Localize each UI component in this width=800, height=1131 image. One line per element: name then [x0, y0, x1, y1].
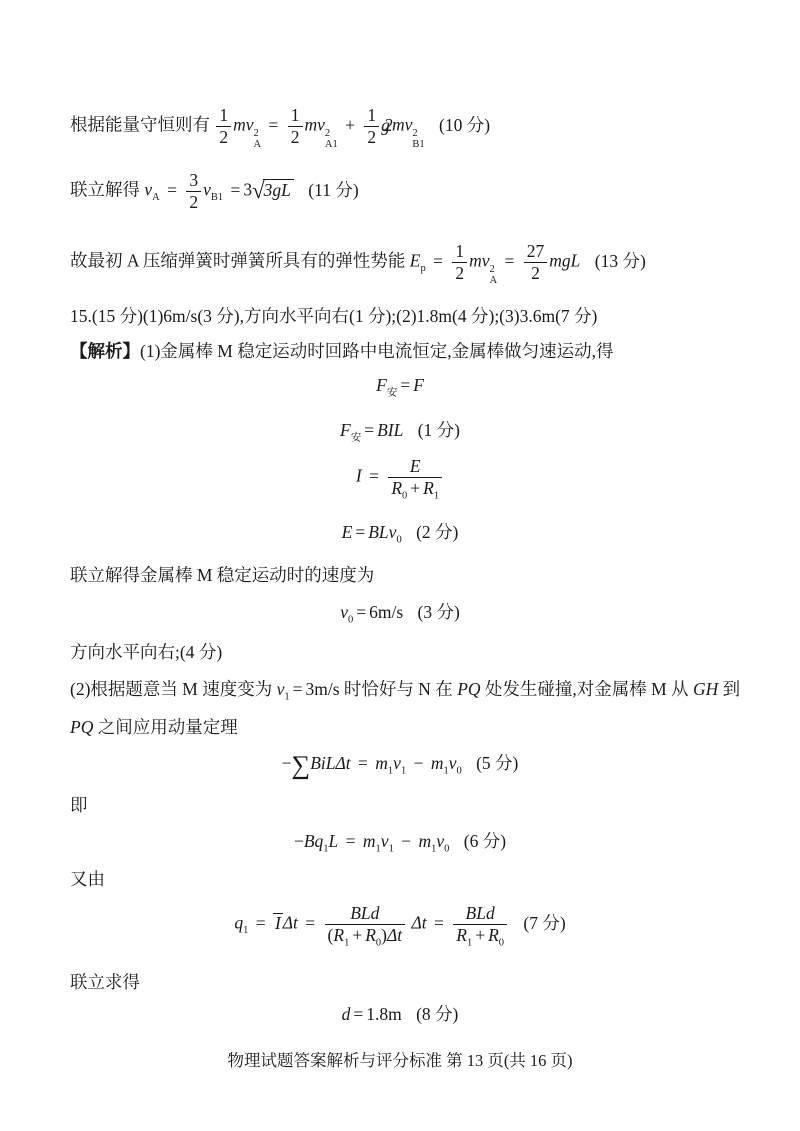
subscript: 0	[402, 490, 408, 502]
math-var: Δt	[282, 912, 298, 933]
plus-sign: +	[410, 478, 421, 498]
score-label: (13 分)	[594, 250, 646, 271]
mean-current-overline: I	[274, 912, 281, 933]
word-youyou	[70, 869, 105, 891]
subscript: 1	[433, 490, 440, 502]
denominator: 2	[219, 127, 229, 147]
fraction	[452, 241, 467, 284]
math-var: d	[341, 1004, 351, 1024]
math-var: Δt	[386, 925, 403, 945]
math-var: GH	[692, 679, 719, 699]
equals-sign: =	[358, 753, 368, 773]
sup-sub	[490, 264, 498, 286]
text-run: 时恰好与 N 在	[343, 679, 453, 699]
formula-v0	[0, 602, 800, 624]
subscript: 0	[347, 614, 354, 626]
math-var: m	[430, 753, 444, 773]
numerator: 1	[216, 105, 231, 127]
subscript: 0	[456, 765, 462, 777]
math-var: v	[393, 753, 401, 773]
math-var: v	[436, 831, 445, 851]
math-var: BLv	[368, 522, 397, 542]
equals-sign: =	[167, 179, 177, 200]
subscript: 1	[400, 765, 407, 777]
math-var: Δt	[335, 753, 351, 773]
radical-sign: √	[252, 177, 265, 203]
equals-sign: =	[434, 912, 444, 933]
analysis-tag: 【解析】	[70, 341, 140, 361]
subscript: 安	[350, 432, 362, 444]
formula-momentum-theorem	[0, 750, 800, 780]
math-var: mv	[391, 114, 413, 135]
plus-sign: +	[475, 925, 486, 945]
score-label: (2 分)	[416, 522, 459, 542]
coefficient: 3	[243, 179, 253, 200]
math-var: v	[276, 679, 285, 699]
subscript: A	[152, 192, 160, 204]
elastic-pe-line	[70, 241, 646, 286]
equals-sign: =	[292, 679, 303, 699]
formula-charge	[0, 831, 800, 853]
subscript: B1	[210, 192, 224, 204]
math-var: F	[413, 375, 424, 395]
equals-sign: =	[255, 912, 266, 933]
subscript: 1	[284, 691, 290, 703]
energy-conservation-line	[70, 105, 490, 150]
score-label: (11 分)	[308, 179, 359, 200]
math-var: R	[365, 925, 376, 945]
superscript: 2	[412, 128, 418, 140]
paren: )	[381, 925, 387, 945]
denominator: 2	[189, 192, 199, 212]
math-var: BIL	[377, 420, 404, 440]
math-var: Δt	[411, 912, 427, 933]
math-var: R	[333, 925, 345, 945]
math-var: BiL	[310, 753, 336, 773]
text-run: 联立解得金属棒 M 稳定运动时的速度为	[70, 565, 375, 585]
equals-sign: =	[356, 602, 367, 622]
numerator: 1	[452, 241, 467, 263]
plus-sign: +	[352, 925, 363, 945]
equals-sign: =	[369, 465, 379, 486]
subscript: 1	[375, 843, 381, 855]
fraction	[524, 241, 548, 284]
denominator: 2	[367, 127, 377, 147]
math-var: q	[234, 912, 244, 933]
overlapped-coefficient: g2	[381, 114, 387, 135]
minus-sign: −	[293, 831, 304, 851]
equals-sign: =	[400, 375, 411, 395]
fraction	[288, 105, 303, 148]
text-run: (2)根据题意当 M 速度变为	[70, 679, 273, 699]
speed-intro-line	[70, 565, 374, 587]
subscript: 1	[466, 937, 473, 949]
analysis-heading-line	[70, 341, 613, 363]
formula-q1	[0, 903, 800, 949]
equals-sign: =	[504, 250, 515, 271]
math-var: E	[409, 250, 421, 271]
paren: (	[327, 925, 334, 945]
subscript: 1	[431, 843, 437, 855]
numerator: 27	[524, 241, 548, 263]
math-var: v	[144, 179, 153, 200]
subscript: B1	[412, 139, 425, 151]
subscript: A	[253, 139, 262, 151]
part2-paragraph-line2	[70, 717, 238, 739]
equals-sign: =	[305, 912, 316, 933]
text-run: 故最初 A 压缩弹簧时弹簧所具有的弹性势能	[70, 250, 406, 271]
plus-sign: +	[345, 114, 355, 135]
part2-paragraph-line1	[70, 679, 740, 701]
denominator: 2	[290, 127, 300, 147]
math-var: F	[376, 375, 387, 395]
text-run: 15.(15 分)(1)6m/s(3 分),方向水平向右(1 分);(2)1.8m(4 分);(3)3.6m(7 分)	[70, 306, 598, 326]
math-var: mv	[304, 114, 325, 135]
score-label: (10 分)	[439, 114, 491, 135]
subscript: 0	[396, 534, 402, 546]
math-var: mgL	[549, 250, 581, 271]
direction-line	[70, 642, 222, 664]
math-var: mv	[469, 250, 490, 271]
text-run: 处发生碰撞,对金属棒 M 从	[484, 679, 689, 699]
math-var: m	[375, 753, 388, 773]
math-var: PQ	[70, 717, 94, 737]
math-var: mv	[233, 114, 254, 135]
word-ji	[70, 795, 88, 817]
subscript: 安	[386, 387, 398, 399]
subscript: 1	[344, 937, 350, 949]
q15-answer-line	[70, 306, 597, 328]
page-footer	[0, 1051, 800, 1072]
formula-emf	[0, 522, 800, 544]
subscript: A	[489, 275, 498, 287]
text-run: 又由	[70, 869, 105, 889]
math-var: R	[423, 478, 434, 498]
numerator: 1	[288, 105, 303, 127]
word-lianli	[70, 972, 140, 994]
subscript: 1	[323, 843, 329, 855]
math-var: R	[391, 478, 403, 498]
superscript: 2	[489, 264, 495, 276]
velocity-solution-line	[70, 170, 359, 213]
numerator: BLd	[453, 903, 507, 925]
superscript: 2	[253, 128, 259, 140]
formula-d	[0, 1004, 800, 1026]
fraction	[325, 903, 406, 949]
text-run: 联立解得	[70, 179, 140, 200]
subscript: 1	[443, 765, 449, 777]
fraction	[388, 456, 442, 502]
math-var: E	[341, 522, 353, 542]
summation-sign: ∑	[291, 750, 311, 780]
math-var: PQ	[457, 679, 481, 699]
math-var: R	[456, 925, 467, 945]
subscript: 1	[387, 765, 394, 777]
equals-sign: =	[345, 831, 356, 851]
sup-sub	[412, 128, 424, 150]
math-var: v	[448, 753, 457, 773]
denominator: 2	[455, 263, 465, 283]
math-var: v	[203, 179, 211, 200]
formula-fan-f	[0, 375, 800, 397]
text-run: 到	[722, 679, 741, 699]
equals-sign: =	[230, 179, 241, 200]
equals-sign: =	[355, 522, 366, 542]
numerator: E	[388, 456, 442, 478]
fraction	[453, 903, 507, 949]
subscript: p	[420, 263, 426, 275]
equals-sign: =	[353, 1004, 364, 1024]
radicand: 3gL	[263, 179, 294, 200]
formula-current	[0, 456, 800, 502]
text-run: 之间应用动量定理	[97, 717, 238, 737]
footer-text: 物理试题答案解析与评分标准 第 13 页(共 16 页)	[227, 1051, 573, 1070]
text-run: 方向水平向右;(4 分)	[70, 642, 223, 662]
score-label: (5 分)	[476, 753, 519, 773]
value: 1.8m	[366, 1004, 402, 1024]
value: 3m/s	[305, 679, 340, 699]
text-run: 联立求得	[70, 972, 140, 992]
subscript: 1	[388, 843, 394, 855]
subscript: 0	[375, 937, 382, 949]
score-label: (3 分)	[417, 602, 460, 622]
math-var: F	[340, 420, 351, 440]
fraction	[186, 170, 201, 213]
score-label: (1 分)	[417, 420, 460, 440]
score-label: (6 分)	[463, 831, 507, 851]
numerator: 1	[364, 105, 379, 127]
math-var: m	[418, 831, 432, 851]
numerator: BLd	[325, 903, 406, 925]
fraction	[216, 105, 231, 148]
subscript: 1	[243, 925, 249, 937]
equals-sign: =	[364, 420, 375, 440]
score-label: (8 分)	[416, 1004, 459, 1024]
formula-fan-bil	[0, 420, 800, 442]
subscript: 0	[444, 843, 450, 855]
numerator: 3	[186, 170, 201, 192]
minus-sign: −	[281, 753, 292, 773]
superscript: 2	[324, 128, 331, 140]
denominator	[388, 478, 442, 502]
math-var: L	[328, 831, 339, 851]
sup-sub	[325, 128, 338, 150]
sup-sub	[254, 128, 262, 150]
score-label: (7 分)	[523, 912, 566, 933]
math-var: Bq	[303, 831, 324, 851]
denominator: 2	[531, 263, 540, 283]
value: 6m/s	[369, 602, 404, 622]
math-var: v	[340, 602, 348, 622]
subscript: A1	[324, 139, 338, 151]
math-var: v	[380, 831, 389, 851]
minus-sign: −	[413, 753, 424, 773]
math-var: R	[488, 925, 499, 945]
equals-sign: =	[268, 114, 279, 135]
fraction	[364, 105, 379, 148]
text-run: 根据能量守恒则有	[70, 114, 210, 135]
denominator	[325, 925, 406, 949]
text-run: (1)金属棒 M 稳定运动时回路中电流恒定,金属棒做匀速运动,得	[140, 341, 614, 361]
math-var: m	[362, 831, 376, 851]
subscript: 0	[498, 937, 505, 949]
equals-sign: =	[433, 250, 443, 271]
text-run: 即	[70, 795, 88, 815]
math-var: I	[355, 465, 362, 486]
minus-sign: −	[401, 831, 412, 851]
denominator	[453, 925, 507, 949]
